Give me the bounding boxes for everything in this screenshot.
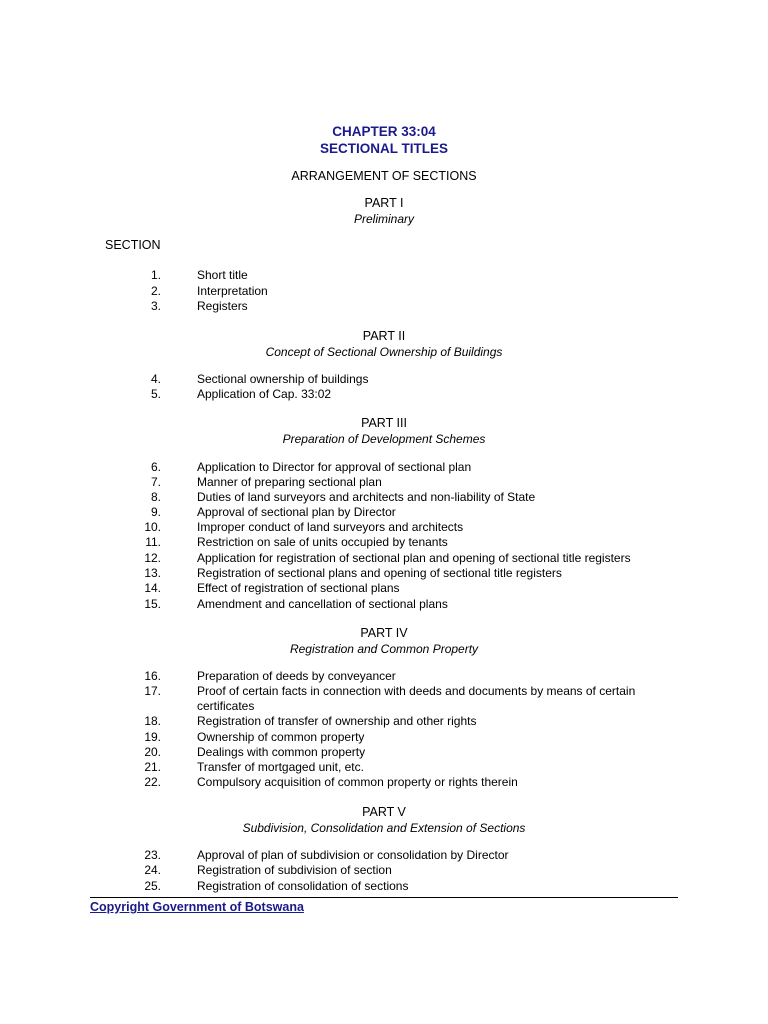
part-subtitle: Registration and Common Property (289, 642, 479, 656)
section-title: Dealings with common property (197, 745, 366, 759)
section-title: Registers (197, 299, 248, 313)
section-number: 17. (144, 684, 161, 698)
section-title: Registration of sectional plans and opening of sectional title registers (197, 566, 562, 580)
section-number: 3. (150, 299, 161, 313)
part-heading: PART II (362, 329, 406, 343)
section-title: Amendment and cancellation of sectional plans (197, 597, 448, 611)
part-heading: PART I (364, 196, 404, 210)
section-number: 13. (144, 566, 161, 580)
section-number: 5. (150, 387, 161, 401)
section-number: 24. (144, 863, 161, 877)
section-number: 9. (150, 505, 161, 519)
section-number: 7. (150, 475, 161, 489)
section-title: Short title (197, 268, 248, 282)
part-subtitle: Concept of Sectional Ownership of Buildings (265, 345, 503, 359)
chapter-title: SECTIONAL TITLES (319, 141, 448, 156)
section-column-label: SECTION (105, 238, 161, 252)
section-number: 15. (144, 597, 161, 611)
section-number: 1. (150, 268, 161, 282)
section-number: 20. (144, 745, 161, 759)
section-title: Approval of plan of subdivision or consolidation by Director (197, 848, 509, 862)
section-title: Sectional ownership of buildings (197, 372, 369, 386)
section-number: 8. (150, 490, 161, 504)
section-number: 23. (144, 848, 161, 862)
part-heading: PART III (361, 416, 407, 430)
section-number: 14. (144, 581, 161, 595)
copyright-link[interactable]: Copyright Government of Botswana (90, 900, 304, 914)
part-subtitle: Subdivision, Consolidation and Extension of Sections (242, 821, 526, 835)
section-number: 10. (144, 520, 161, 534)
section-title: Duties of land surveyors and architects and non-liability of State (197, 490, 536, 504)
part-subtitle: Preliminary (353, 212, 414, 226)
section-number: 21. (144, 760, 161, 774)
section-title: Compulsory acquisition of common property or rights therein (197, 775, 518, 789)
section-number: 19. (144, 730, 161, 744)
arrangement-heading: ARRANGEMENT OF SECTIONS (291, 169, 477, 183)
section-number: 22. (144, 775, 161, 789)
section-number: 16. (144, 669, 161, 683)
section-number: 11. (145, 535, 161, 549)
section-number: 12. (144, 551, 161, 565)
chapter-number: CHAPTER 33:04 (332, 124, 436, 139)
footer-divider (90, 897, 678, 898)
section-title: Interpretation (197, 284, 268, 298)
section-number: 4. (150, 372, 161, 386)
section-title: Approval of sectional plan by Director (197, 505, 396, 519)
section-title: Application to Director for approval of sectional plan (197, 460, 472, 474)
section-title: Manner of preparing sectional plan (197, 475, 382, 489)
section-number: 18. (144, 714, 161, 728)
part-heading: PART IV (360, 626, 408, 640)
section-title: Ownership of common property (197, 730, 365, 744)
section-title: Improper conduct of land surveyors and architects (197, 520, 464, 534)
section-title: Registration of consolidation of sections (197, 879, 409, 893)
section-title: Registration of subdivision of section (197, 863, 392, 877)
section-title: Transfer of mortgaged unit, etc. (197, 760, 364, 774)
part-heading: PART V (362, 805, 406, 819)
section-title: Application of Cap. 33:02 (197, 387, 332, 401)
section-number: 2. (150, 284, 161, 298)
section-title: Preparation of deeds by conveyancer (197, 669, 396, 683)
section-title: Restriction on sale of units occupied by tenants (197, 535, 448, 549)
section-number: 25. (144, 879, 161, 893)
section-title: Registration of transfer of ownership and other rights (197, 714, 477, 728)
section-title: Proof of certain facts in connection with deeds and documents by means of certain certificates (197, 684, 636, 713)
section-number: 6. (150, 460, 161, 474)
part-subtitle: Preparation of Development Schemes (282, 432, 486, 446)
section-title: Application for registration of sectional plan and opening of sectional title registers (197, 551, 631, 565)
section-title: Effect of registration of sectional plans (197, 581, 400, 595)
